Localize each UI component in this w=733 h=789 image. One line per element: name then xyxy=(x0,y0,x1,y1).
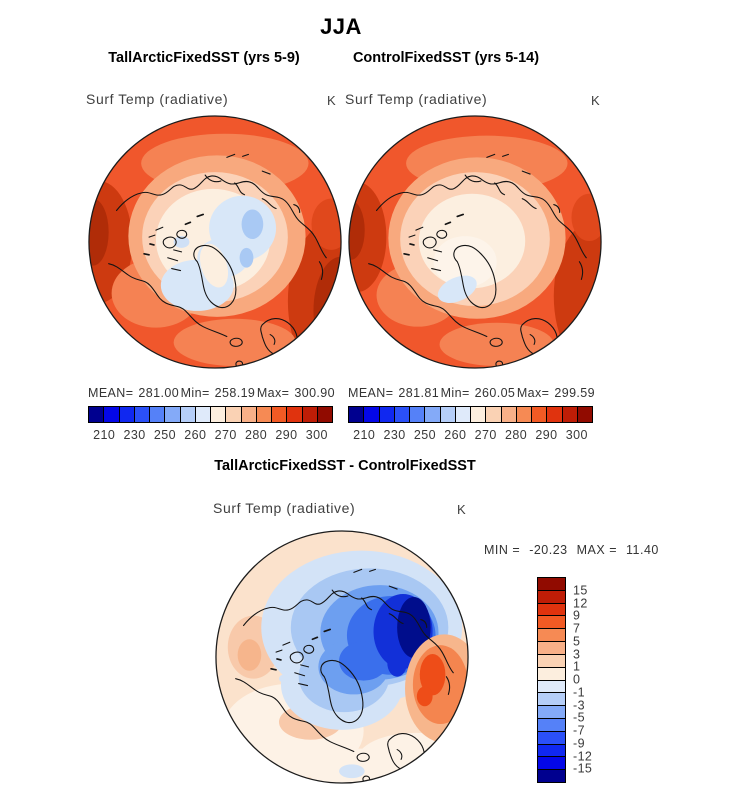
colorbar-tick-label: 7 xyxy=(573,621,581,636)
colorbar-tick-label: 250 xyxy=(413,428,436,442)
colorbar-cell xyxy=(242,407,257,422)
colorbar-cell xyxy=(211,407,226,422)
colorbar-tick-label: 280 xyxy=(505,428,528,442)
colorbar-tick-label: 5 xyxy=(573,634,581,649)
colorbar-cell xyxy=(303,407,318,422)
diff-max-label: MAX = xyxy=(576,543,618,557)
season-title: JJA xyxy=(320,14,362,39)
colorbar-cell xyxy=(538,604,565,617)
field-label-right: Surf Temp (radiative) xyxy=(345,91,488,107)
colorbar-tick-label: -5 xyxy=(573,710,585,725)
colorbar-cell xyxy=(471,407,486,422)
colorbar-cell xyxy=(538,578,565,591)
map-control-surface-temp xyxy=(347,114,603,370)
stats-row-right xyxy=(348,386,595,400)
colorbar-cell xyxy=(349,407,364,422)
colorbar-cell xyxy=(287,407,302,422)
colorbar-tick-label: 260 xyxy=(184,428,207,442)
colorbar-cell xyxy=(538,745,565,758)
colorbar-cell xyxy=(578,407,592,422)
mean-label: MEAN= xyxy=(88,386,134,400)
colorbar-cell xyxy=(532,407,547,422)
colorbar-tick-label: 15 xyxy=(573,583,588,598)
colorbar-tick-label: 260 xyxy=(444,428,467,442)
colorbar-tick-label: -15 xyxy=(573,761,593,776)
colorbar-cell xyxy=(538,629,565,642)
colorbar-cell xyxy=(181,407,196,422)
colorbar-cell xyxy=(272,407,287,422)
colorbar-cell xyxy=(538,668,565,681)
max-value: 299.59 xyxy=(554,386,595,400)
colorbar-cell xyxy=(486,407,501,422)
colorbar-cell xyxy=(538,655,565,668)
colorbar-cell xyxy=(318,407,332,422)
colorbar-cell xyxy=(425,407,440,422)
colorbar-cell xyxy=(120,407,135,422)
map-tallarctic-surface-temp xyxy=(87,114,343,370)
colorbar-cell xyxy=(538,732,565,745)
colorbar-cell xyxy=(135,407,150,422)
min-value: 258.19 xyxy=(214,386,256,400)
colorbar-tick-label: 300 xyxy=(305,428,328,442)
colorbar-tick-label: -3 xyxy=(573,697,585,712)
colorbar-cell xyxy=(538,591,565,604)
colorbar-tick-label: 270 xyxy=(474,428,497,442)
diff-max-value: 11.40 xyxy=(626,543,659,557)
colorbar-difference xyxy=(537,577,593,783)
colorbar-tick-label: 12 xyxy=(573,595,588,610)
colorbar-tick-label: 230 xyxy=(123,428,146,442)
min-value: 260.05 xyxy=(474,386,516,400)
colorbar-cell xyxy=(538,693,565,706)
colorbar-cell xyxy=(104,407,119,422)
colorbar-cell xyxy=(410,407,425,422)
colorbar-tick-label: 250 xyxy=(153,428,176,442)
colorbar-cell xyxy=(517,407,532,422)
colorbar-tick-label: 0 xyxy=(573,672,581,687)
colorbar-cell xyxy=(364,407,379,422)
max-label: Max= xyxy=(256,386,290,400)
panel-title-tallarctic: TallArcticFixedSST (yrs 5-9) xyxy=(108,50,300,66)
field-label-diff: Surf Temp (radiative) xyxy=(213,500,356,516)
min-label: Min= xyxy=(180,386,210,400)
mean-value: 281.81 xyxy=(398,386,440,400)
units-label-right: K xyxy=(591,93,601,108)
colorbar-tick-label: -12 xyxy=(573,748,593,763)
colorbar-tick-label: 280 xyxy=(245,428,268,442)
colorbar-cell xyxy=(538,642,565,655)
colorbar-cell xyxy=(150,407,165,422)
field-label-left: Surf Temp (radiative) xyxy=(86,91,229,107)
colorbar-cell xyxy=(196,407,211,422)
panel-title-control: ControlFixedSST (yrs 5-14) xyxy=(352,50,540,66)
max-value: 300.90 xyxy=(294,386,335,400)
max-label: Max= xyxy=(516,386,550,400)
units-label-left: K xyxy=(327,93,337,108)
colorbar-tick-label: -9 xyxy=(573,736,585,751)
colorbar-cell xyxy=(226,407,241,422)
colorbar-cell xyxy=(395,407,410,422)
colorbar-tick-label: 270 xyxy=(214,428,237,442)
colorbar-tick-label: 300 xyxy=(565,428,588,442)
colorbar-cell xyxy=(538,616,565,629)
colorbar-cell xyxy=(441,407,456,422)
colorbar-tick-label: 9 xyxy=(573,608,581,623)
colorbar-cell xyxy=(165,407,180,422)
colorbar-tick-label: 3 xyxy=(573,646,581,661)
colorbar-cell xyxy=(538,719,565,732)
colorbar-tick-label: 230 xyxy=(383,428,406,442)
colorbar-cell xyxy=(502,407,517,422)
colorbar-tick-label: 210 xyxy=(93,428,116,442)
stats-row-left xyxy=(88,386,335,400)
colorbar-tick-label: 1 xyxy=(573,659,581,674)
colorbar-cell xyxy=(538,706,565,719)
diff-min-label: MIN = xyxy=(484,543,521,557)
colorbar-cell xyxy=(538,770,565,782)
diff-panel-title: TallArcticFixedSST - ControlFixedSST xyxy=(214,458,476,474)
colorbar-cell xyxy=(456,407,471,422)
colorbar-cell xyxy=(380,407,395,422)
colorbar-cell xyxy=(563,407,578,422)
colorbar-temperature-right xyxy=(348,406,593,442)
colorbar-cell xyxy=(89,407,104,422)
mean-value: 281.00 xyxy=(138,386,180,400)
colorbar-tick-label: 290 xyxy=(275,428,298,442)
mean-label: MEAN= xyxy=(348,386,394,400)
diff-min-value: -20.23 xyxy=(529,543,568,557)
map-difference-surface-temp xyxy=(214,529,470,785)
colorbar-tick-label: 210 xyxy=(353,428,376,442)
colorbar-cell xyxy=(538,681,565,694)
colorbar-cell xyxy=(547,407,562,422)
units-label-diff: K xyxy=(457,502,467,517)
colorbar-tick-label: 290 xyxy=(535,428,558,442)
colorbar-temperature-left xyxy=(88,406,333,442)
colorbar-tick-label: -1 xyxy=(573,685,585,700)
colorbar-cell xyxy=(538,757,565,770)
colorbar-cell xyxy=(257,407,272,422)
diff-minmax-row xyxy=(484,543,659,557)
min-label: Min= xyxy=(440,386,470,400)
colorbar-tick-label: -7 xyxy=(573,723,585,738)
